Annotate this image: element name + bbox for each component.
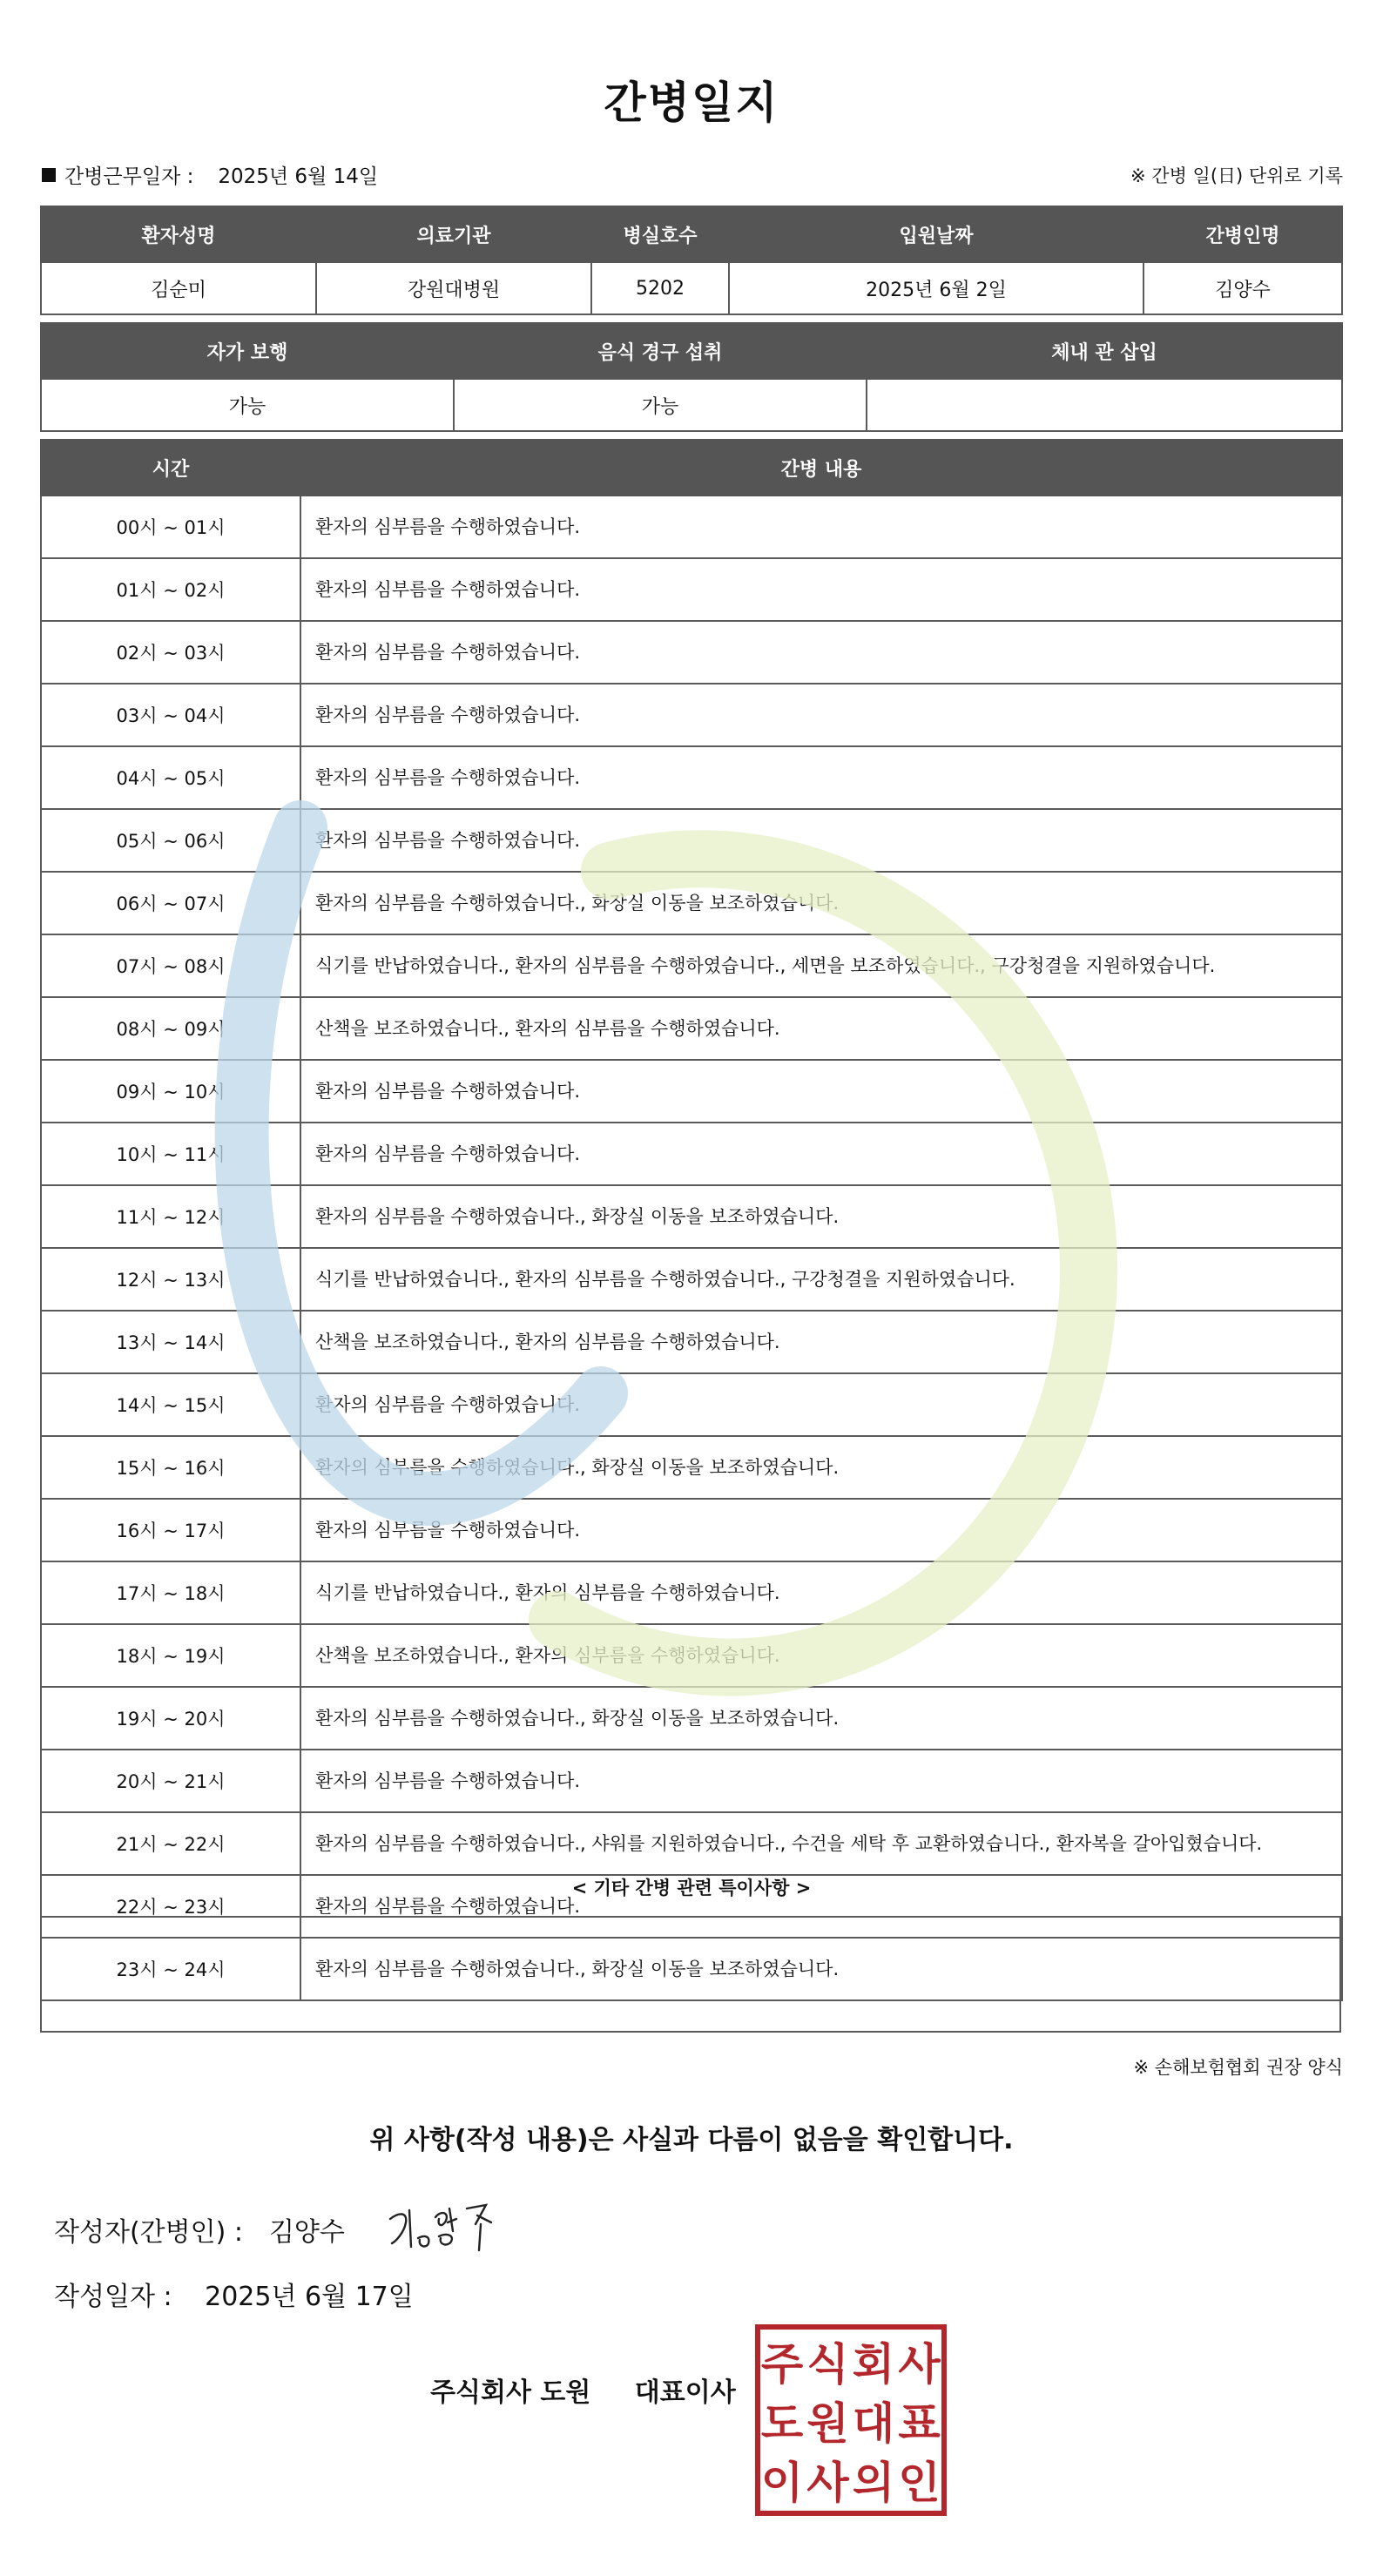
- log-row: [41, 997, 1342, 1060]
- bullet-square-icon: [42, 168, 56, 182]
- log-content: 환자의 심부름을 수행하였습니다.: [300, 496, 1342, 558]
- write-date-value: 2025년 6월 17일: [205, 2282, 414, 2312]
- header-hospital: 의료기관: [316, 206, 591, 262]
- log-row: [41, 1624, 1342, 1687]
- log-content: 환자의 심부름을 수행하였습니다.: [300, 621, 1342, 684]
- seal-character: 원: [806, 2398, 849, 2449]
- log-time: 08시 ~ 09시: [41, 997, 300, 1060]
- document-title: 간병일지: [604, 78, 779, 128]
- log-row: [41, 1812, 1342, 1875]
- log-time: 01시 ~ 02시: [41, 558, 300, 621]
- log-row: [41, 934, 1342, 997]
- patient-name: 김순미: [41, 262, 316, 314]
- special-notes-title: < 기타 간병 관련 특이사항 >: [571, 1878, 812, 1898]
- seal-character: 식: [806, 2339, 849, 2390]
- log-time: 22시 ~ 23시: [41, 1875, 300, 1938]
- insurance-association-note: ※ 손해보험협회 권장 양식: [1133, 2057, 1343, 2078]
- log-row: [41, 1311, 1342, 1373]
- log-content: 환자의 심부름을 수행하였습니다.: [300, 1499, 1342, 1561]
- log-time: 13시 ~ 14시: [41, 1311, 300, 1373]
- log-content: 환자의 심부름을 수행하였습니다., 화장실 이동을 보조하였습니다.: [300, 872, 1342, 934]
- header-time: 시간: [41, 440, 300, 496]
- seal-character: 사: [898, 2339, 941, 2390]
- log-row: [41, 496, 1342, 558]
- log-time: 09시 ~ 10시: [41, 1060, 300, 1123]
- log-content: 환자의 심부름을 수행하였습니다., 화장실 이동을 보조하였습니다.: [300, 1687, 1342, 1750]
- log-content: 환자의 심부름을 수행하였습니다.: [300, 1875, 1342, 1938]
- log-time: 11시 ~ 12시: [41, 1185, 300, 1248]
- record-unit-note: ※ 간병 일(日) 단위로 기록: [1130, 165, 1343, 186]
- handwritten-signature: [383, 2193, 505, 2262]
- log-time: 05시 ~ 06시: [41, 809, 300, 872]
- header-care-content: 간병 내용: [300, 440, 1342, 496]
- log-time: 23시 ~ 24시: [41, 1938, 300, 2000]
- write-date-label: 작성일자 :: [54, 2282, 172, 2312]
- log-time: 15시 ~ 16시: [41, 1436, 300, 1499]
- oral-intake-value: 가능: [454, 379, 867, 431]
- log-content: 환자의 심부름을 수행하였습니다.: [300, 1123, 1342, 1185]
- log-row: [41, 558, 1342, 621]
- log-time: 16시 ~ 17시: [41, 1499, 300, 1561]
- patient-ability-table: [40, 322, 1343, 432]
- log-time: 04시 ~ 05시: [41, 746, 300, 809]
- log-row: [41, 1123, 1342, 1185]
- header-patient-name: 환자성명: [41, 206, 316, 262]
- log-time: 06시 ~ 07시: [41, 872, 300, 934]
- tube-insertion-value: [867, 379, 1342, 431]
- author-name: 김양수: [268, 2217, 345, 2248]
- seal-character: 대: [852, 2398, 895, 2449]
- log-content: 산책을 보조하였습니다., 환자의 심부름을 수행하였습니다.: [300, 1311, 1342, 1373]
- log-row: [41, 1373, 1342, 1436]
- log-row: [41, 1499, 1342, 1561]
- confirmation-statement: 위 사항(작성 내용)은 사실과 다름이 없음을 확인합니다.: [369, 2125, 1014, 2155]
- patient-info-table: [40, 206, 1343, 315]
- log-time: 20시 ~ 21시: [41, 1750, 300, 1812]
- company-seal: [754, 2323, 948, 2517]
- log-row: [41, 1060, 1342, 1123]
- log-time: 21시 ~ 22시: [41, 1812, 300, 1875]
- seal-character: 주: [760, 2339, 804, 2390]
- log-row: [41, 1687, 1342, 1750]
- hospital-name: 강원대병원: [316, 262, 591, 314]
- log-content: 환자의 심부름을 수행하였습니다.: [300, 809, 1342, 872]
- log-content: 환자의 심부름을 수행하였습니다.: [300, 1060, 1342, 1123]
- work-date-value: 2025년 6월 14일: [218, 165, 379, 188]
- work-date-label: 간병근무일자 :: [64, 165, 194, 188]
- log-rows: [41, 496, 1342, 2000]
- log-content: 환자의 심부름을 수행하였습니다., 화장실 이동을 보조하였습니다.: [300, 1185, 1342, 1248]
- header-oral-intake: 음식 경구 섭취: [454, 323, 867, 379]
- room-number: 5202: [591, 262, 729, 314]
- seal-character: 의: [852, 2458, 895, 2508]
- header-tube-insertion: 체내 관 삽입: [867, 323, 1342, 379]
- log-content: 환자의 심부름을 수행하였습니다.: [300, 746, 1342, 809]
- log-row: [41, 1248, 1342, 1311]
- log-time: 17시 ~ 18시: [41, 1561, 300, 1624]
- log-row: [41, 621, 1342, 684]
- caregiver-name: 김양수: [1144, 262, 1342, 314]
- author-label: 작성자(간병인) :: [54, 2217, 243, 2248]
- log-content: 환자의 심부름을 수행하였습니다.: [300, 684, 1342, 746]
- log-content: 환자의 심부름을 수행하였습니다., 샤워를 지원하였습니다., 수건을 세탁 후 교환하였습니다., 환자복을 갈아입혔습니다.: [300, 1812, 1342, 1875]
- log-content: 산책을 보조하였습니다., 환자의 심부름을 수행하였습니다.: [300, 997, 1342, 1060]
- write-date-line: [54, 2275, 414, 2313]
- header-room-number: 병실호수: [591, 206, 729, 262]
- log-content: 환자의 심부름을 수행하였습니다.: [300, 558, 1342, 621]
- seal-character: 도: [760, 2398, 804, 2449]
- self-walking-value: 가능: [41, 379, 454, 431]
- seal-character: 표: [898, 2398, 941, 2449]
- log-content: 식기를 반납하였습니다., 환자의 심부름을 수행하였습니다., 구강청결을 지원하였습니다.: [300, 1248, 1342, 1311]
- log-time: 18시 ~ 19시: [41, 1624, 300, 1687]
- log-time: 19시 ~ 20시: [41, 1687, 300, 1750]
- seal-character: 회: [852, 2339, 895, 2390]
- log-time: 12시 ~ 13시: [41, 1248, 300, 1311]
- seal-character: 인: [898, 2458, 941, 2508]
- seal-character: 사: [806, 2458, 849, 2508]
- log-content: 환자의 심부름을 수행하였습니다.: [300, 1373, 1342, 1436]
- log-time: 03시 ~ 04시: [41, 684, 300, 746]
- log-content: 식기를 반납하였습니다., 환자의 심부름을 수행하였습니다., 세면을 보조하였습니다., 구강청결을 지원하였습니다.: [300, 934, 1342, 997]
- log-row: [41, 684, 1342, 746]
- company-representative: 대표이사: [634, 2377, 736, 2408]
- company-line: [430, 2370, 736, 2409]
- work-date-line: [42, 160, 378, 189]
- hourly-care-log-table: [40, 439, 1343, 2001]
- log-content: 식기를 반납하였습니다., 환자의 심부름을 수행하였습니다.: [300, 1561, 1342, 1624]
- log-time: 10시 ~ 11시: [41, 1123, 300, 1185]
- log-row: [41, 1561, 1342, 1624]
- log-content: 환자의 심부름을 수행하였습니다., 화장실 이동을 보조하였습니다.: [300, 1436, 1342, 1499]
- log-time: 02시 ~ 03시: [41, 621, 300, 684]
- log-row: [41, 1750, 1342, 1812]
- log-row: [41, 746, 1342, 809]
- log-row: [41, 809, 1342, 872]
- log-row: [41, 872, 1342, 934]
- log-content: 환자의 심부름을 수행하였습니다.: [300, 1750, 1342, 1812]
- header-caregiver-name: 간병인명: [1144, 206, 1342, 262]
- log-row: [41, 1436, 1342, 1499]
- special-notes-box: [40, 1916, 1341, 2033]
- log-time: 14시 ~ 15시: [41, 1373, 300, 1436]
- admission-date: 2025년 6월 2일: [729, 262, 1144, 314]
- company-name: 주식회사 도원: [430, 2377, 591, 2408]
- header-admission-date: 입원날짜: [729, 206, 1144, 262]
- seal-character: 이: [760, 2458, 804, 2508]
- author-line: [54, 2210, 345, 2249]
- log-time: 07시 ~ 08시: [41, 934, 300, 997]
- log-content: 산책을 보조하였습니다., 환자의 심부름을 수행하였습니다.: [300, 1624, 1342, 1687]
- log-content: 환자의 심부름을 수행하였습니다., 화장실 이동을 보조하였습니다.: [300, 1938, 1342, 2000]
- log-time: 00시 ~ 01시: [41, 496, 300, 558]
- header-self-walking: 자가 보행: [41, 323, 454, 379]
- log-row: [41, 1185, 1342, 1248]
